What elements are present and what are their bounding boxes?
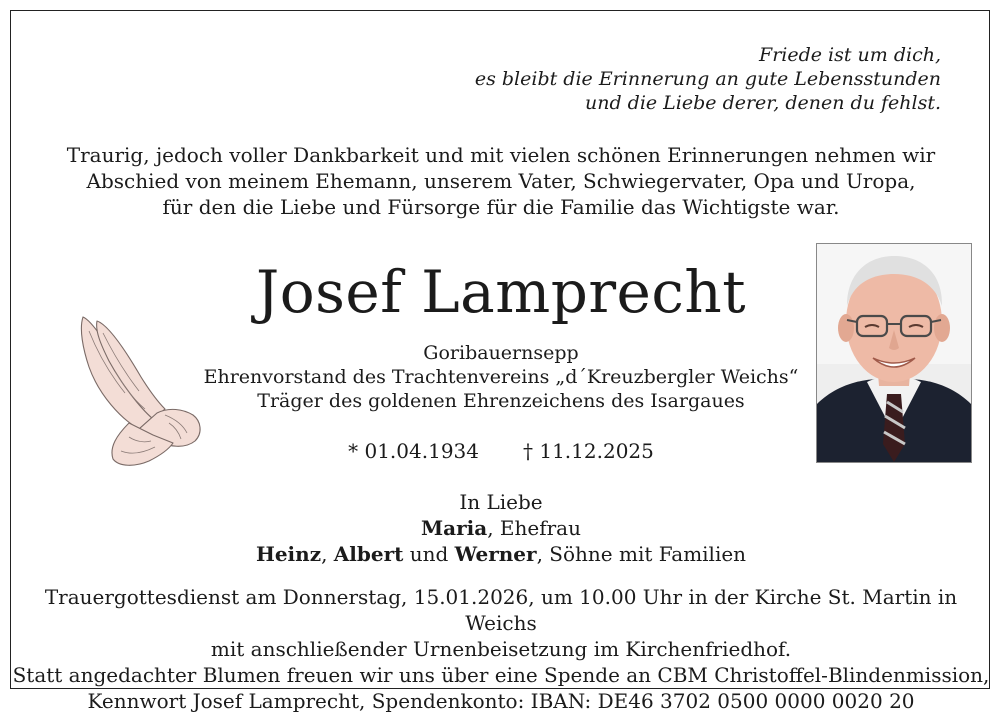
title-line: Träger des goldenen Ehrenzeichens des Isargaues <box>257 390 745 412</box>
service-line: Trauergottesdienst am Donnerstag, 15.01.2026, um 10.00 Uhr in der Kirche St. Martin in Weichs <box>44 585 958 635</box>
death-date: † 11.12.2025 <box>523 439 654 463</box>
service-line: Kennwort Josef Lamprecht, Spendenkonto: IBAN: DE46 3702 0500 0000 0020 20 <box>87 689 915 713</box>
intro-line: für den die Liebe und Fürsorge für die Familie das Wichtigste war. <box>162 195 840 219</box>
family-signature <box>11 489 991 567</box>
motto-line: Friede ist um dich, <box>759 44 941 66</box>
son-name: Werner <box>454 542 537 566</box>
separator: und <box>403 542 455 566</box>
sons-role: , Söhne mit Familien <box>536 542 747 566</box>
portrait-photo <box>816 243 972 463</box>
title-line: Ehrenvorstand des Trachtenvereins „d´Kreuzbergler Weichs“ <box>203 366 799 388</box>
son-name: Heinz <box>255 542 322 566</box>
portrait-illustration <box>817 244 971 462</box>
motto <box>475 43 941 115</box>
son-name: Albert <box>333 542 404 566</box>
service-line: mit anschließender Urnenbeisetzung im Kirchenfriedhof. <box>210 637 792 661</box>
wife-role: , Ehefrau <box>487 516 581 540</box>
wife-name: Maria <box>420 516 488 540</box>
separator: , <box>321 542 334 566</box>
birth-date: * 01.04.1934 <box>348 439 479 463</box>
obituary-card <box>10 10 990 713</box>
deceased-name: Josef Lamprecht <box>255 258 747 326</box>
intro-line: Abschied von meinem Ehemann, unserem Vater, Schwiegervater, Opa und Uropa, <box>86 169 916 193</box>
service-info <box>11 584 991 714</box>
in-love-label: In Liebe <box>459 490 543 514</box>
motto-line: es bleibt die Erinnerung an gute Lebensstunden <box>474 68 941 90</box>
nickname: Goribauernsepp <box>423 342 579 364</box>
motto-line: und die Liebe derer, denen du fehlst. <box>584 92 941 114</box>
intro-line: Traurig, jedoch voller Dankbarkeit und mit vielen schönen Erinnerungen nehmen wir <box>66 143 936 167</box>
intro-text <box>11 142 991 220</box>
service-line: Statt angedachter Blumen freuen wir uns über eine Spende an CBM Christoffel-Blindenmission, <box>12 663 990 687</box>
